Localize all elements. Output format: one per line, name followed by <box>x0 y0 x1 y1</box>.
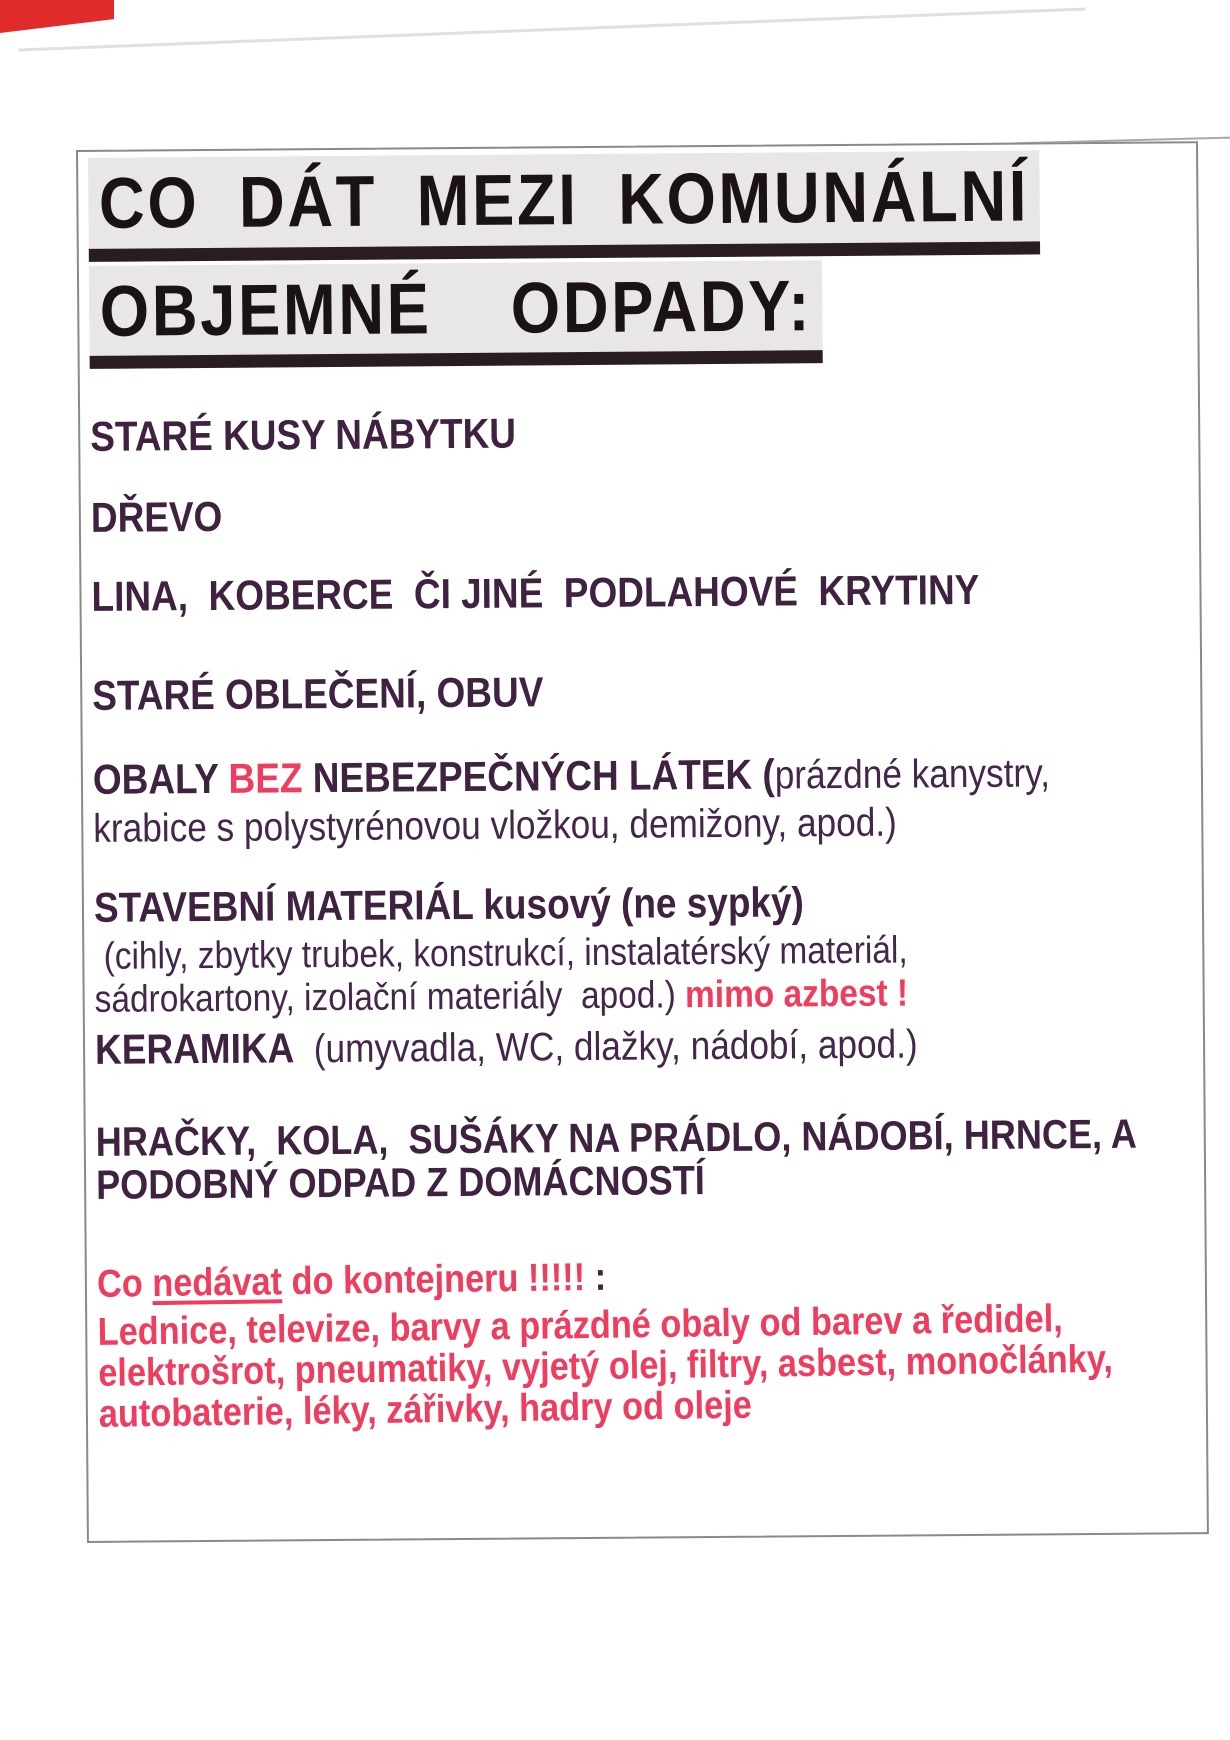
notice-title <box>88 149 1198 373</box>
scan-artifact-paper-edge-line <box>18 8 1085 52</box>
list-item-building-material <box>94 875 1186 931</box>
notice-title-line2: OBJEMNÉ ODPADY: <box>89 260 823 369</box>
list-item-text: DŘEVO <box>90 493 223 542</box>
warning-heading-text: Co <box>96 1261 153 1306</box>
list-item-warning-text: mimo azbest ! <box>684 972 909 1016</box>
list-item-wood <box>91 486 1183 542</box>
list-item-floor-coverings <box>91 565 1183 621</box>
list-item-highlight: BEZ <box>228 754 303 803</box>
warning-section <box>97 1247 1207 1435</box>
list-item-text: STAVEBNÍ MATERIÁL kusový (ne sypký) <box>93 878 805 931</box>
notice-frame <box>76 141 1209 1543</box>
warning-heading-colon: : <box>594 1255 607 1299</box>
warning-heading-text: do kontejneru !!!!! <box>281 1255 595 1304</box>
scan-artifact-red-corner <box>0 0 114 33</box>
list-item-household <box>96 1112 1197 1208</box>
list-item-text: KERAMIKA <box>94 1024 295 1073</box>
list-item-building-material-note <box>94 928 1094 1021</box>
list-item-note: (cihly, zbytky trubek, konstrukcí, instalatérský materiál, sádrokartony, izolační materiály apod.) <box>94 929 918 1021</box>
list-item-note: prázdné kanystry, krabice s polystyrénovou vložkou, demižony, apod.) <box>93 751 1060 852</box>
list-item-furniture <box>90 405 1182 461</box>
list-item-text: LINA, KOBERCE ČI JINÉ PODLAHOVÉ KRYTINY <box>91 566 980 621</box>
list-item-text: OBALY <box>92 755 229 804</box>
warning-heading-underlined: nedávat <box>152 1260 283 1305</box>
list-item-text: HRAČKY, KOLA, SUŠÁKY NA PRÁDLO, NÁDOBÍ, HRNCE, A PODOBNÝ ODPAD Z DOMÁCNOSTÍ <box>95 1110 1146 1209</box>
list-item-text: STARÉ KUSY NÁBYTKU <box>90 409 517 461</box>
list-item-clothes <box>92 664 1184 720</box>
list-item-text: NEBEZPEČNÝCH LÁTEK ( <box>302 750 775 802</box>
list-item-ceramics <box>95 1017 1187 1073</box>
warning-body: Lednice, televize, barvy a prázdné obaly od barev a ředidel, elektrošrot, pneumatiky, vyjetý olej, filtry, asbest, monočlánky, autobaterie, léky, zářivky, hadry od oleje <box>97 1296 1123 1436</box>
list-item-text: STARÉ OBLEČENÍ, OBUV <box>92 668 544 720</box>
notice-title-line1: CO DÁT MEZI KOMUNÁLNÍ <box>88 150 1040 261</box>
list-item-packaging <box>93 748 1169 852</box>
list-item-note: (umyvadla, WC, dlažky, nádobí, apod.) <box>294 1022 918 1072</box>
